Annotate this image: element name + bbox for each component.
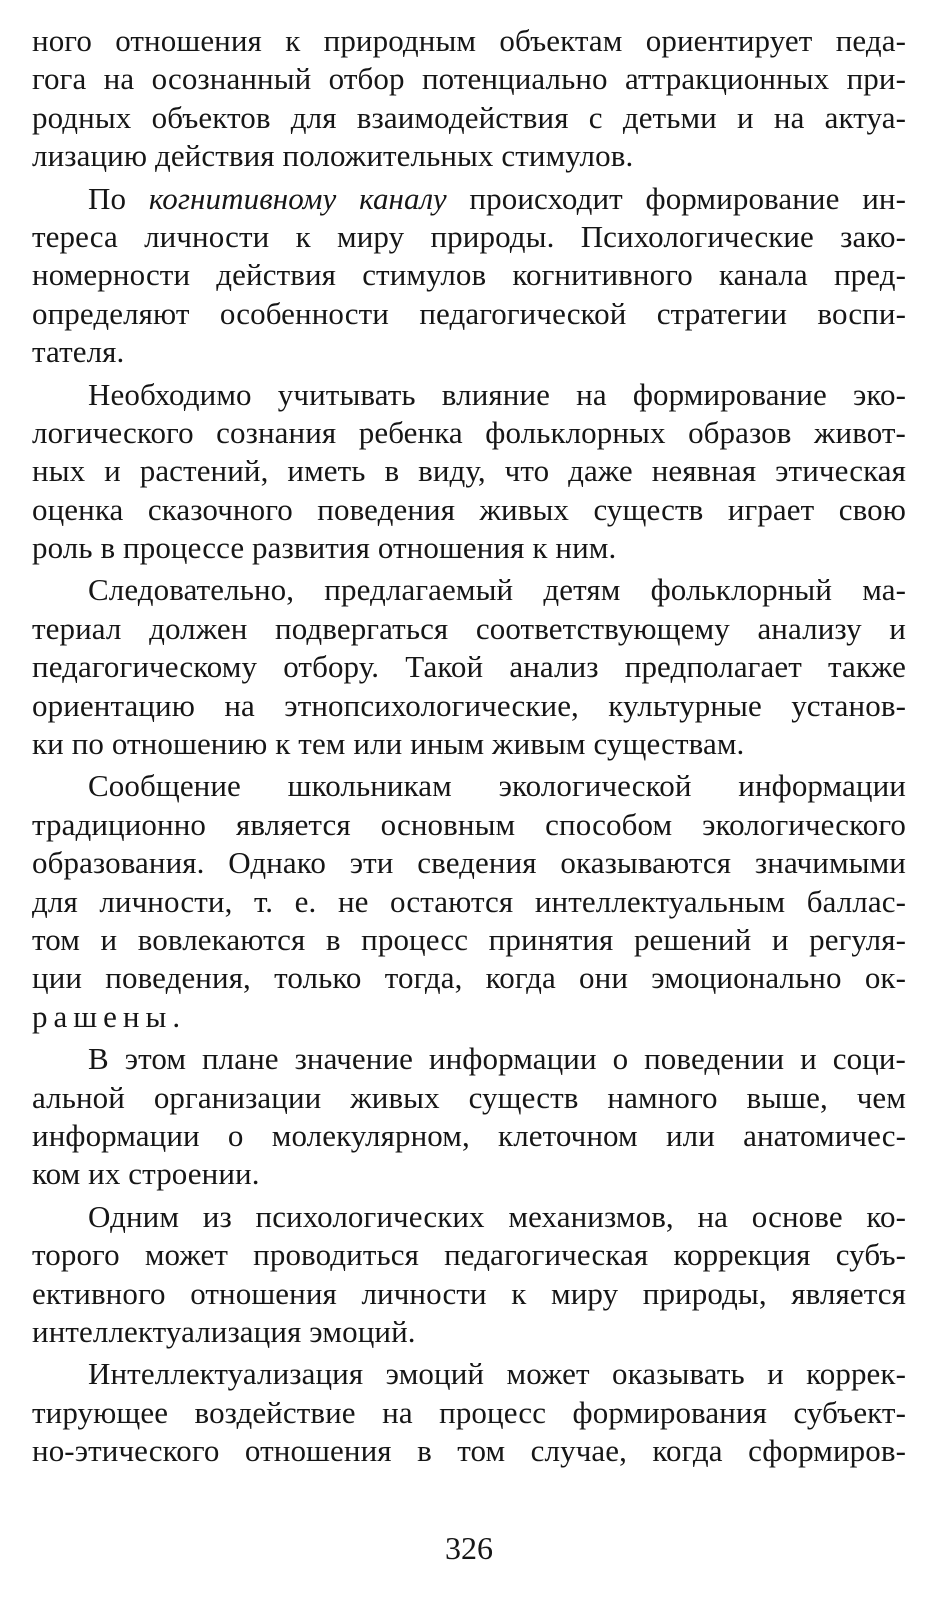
text-line: Интеллектуализация эмоций может оказывать и коррек- <box>88 1356 906 1392</box>
text-line: Следовательно, предлагаемый детям фольклорный ма- <box>88 572 906 608</box>
text-line: тателя. <box>32 334 125 370</box>
text-line: тереса личности к миру природы. Психологические зако- <box>32 218 906 254</box>
text-line: ком их строении. <box>32 1156 260 1192</box>
paragraph <box>32 571 906 763</box>
text-line: роль в процессе развития отношения к ним. <box>32 530 617 566</box>
text-line: ции поведения, только тогда, когда они эмоционально ок- <box>32 960 906 996</box>
text-line: родных объектов для взаимодействия с детьми и на актуа- <box>32 99 906 135</box>
text-line: Сообщение школьникам экологической информации <box>88 768 906 804</box>
text-line: оценка сказочного поведения живых существ играет свою <box>32 491 906 527</box>
text-line: тирующее воздействие на процесс формирования субъект- <box>32 1394 906 1430</box>
text-line: ориентацию на этнопсихологические, культурные установ- <box>32 687 906 723</box>
page-number: 326 <box>445 1530 493 1566</box>
text-line <box>32 998 906 1036</box>
paragraph <box>32 1198 906 1352</box>
paragraph <box>32 376 906 568</box>
emphasized-term: когнитивному каналу <box>148 180 447 216</box>
text-line: ективного отношения личности к миру природы, является <box>32 1275 906 1311</box>
text-line: ных и растений, иметь в виду, что даже неявная этическая <box>32 453 906 489</box>
paragraph <box>32 180 906 372</box>
text-line: Необходимо учитывать влияние на формирование эко- <box>88 376 906 412</box>
text-line: ного отношения к природным объектам ориентирует педа- <box>32 23 906 58</box>
text-line: торого может проводиться педагогическая коррекция субъ- <box>32 1237 906 1273</box>
text-line: гога на осознанный отбор потенциально аттракционных при- <box>32 61 906 97</box>
text-fragment: . <box>172 998 181 1034</box>
text-line: лизацию действия положительных стимулов. <box>32 138 634 174</box>
text-line: ки по отношению к тем или иным живым существам. <box>32 726 745 762</box>
spaced-word: рашены <box>32 998 173 1034</box>
text-line <box>32 180 906 218</box>
text-line: педагогическому отбору. Такой анализ предполагает также <box>32 649 906 685</box>
text-line: В этом плане значение информации о поведении и соци- <box>88 1041 906 1077</box>
text-fragment: происходит формирование ин- <box>446 180 906 216</box>
text-line: но-этического отношения в том случае, когда сформиров- <box>32 1433 906 1469</box>
text-line: териал должен подвергаться соответствующему анализу и <box>32 610 906 646</box>
text-line: информации о молекулярном, клеточном или анатомичес- <box>32 1117 906 1153</box>
text-line: образования. Однако эти сведения оказываются значимыми <box>32 845 906 881</box>
paragraph <box>32 767 906 1036</box>
text-line: определяют особенности педагогической стратегии воспи- <box>32 295 906 331</box>
text-line: том и вовлекаются в процесс принятия решений и регуля- <box>32 921 906 957</box>
text-line: логического сознания ребенка фольклорных образов живот- <box>32 414 906 450</box>
text-fragment: По <box>88 180 149 216</box>
document-page <box>32 22 906 1562</box>
text-line: интеллектуализация эмоций. <box>32 1313 416 1349</box>
paragraph <box>32 1355 906 1470</box>
paragraph <box>32 22 906 176</box>
text-line: традиционно является основным способом экологического <box>32 806 906 842</box>
text-line: для личности, т. е. не остаются интеллектуальным баллас- <box>32 883 906 919</box>
text-line: альной организации живых существ намного выше, чем <box>32 1079 906 1115</box>
paragraph <box>32 1040 906 1194</box>
text-line: Одним из психологических механизмов, на основе ко- <box>88 1198 906 1234</box>
text-line: номерности действия стимулов когнитивного канала пред- <box>32 257 906 293</box>
